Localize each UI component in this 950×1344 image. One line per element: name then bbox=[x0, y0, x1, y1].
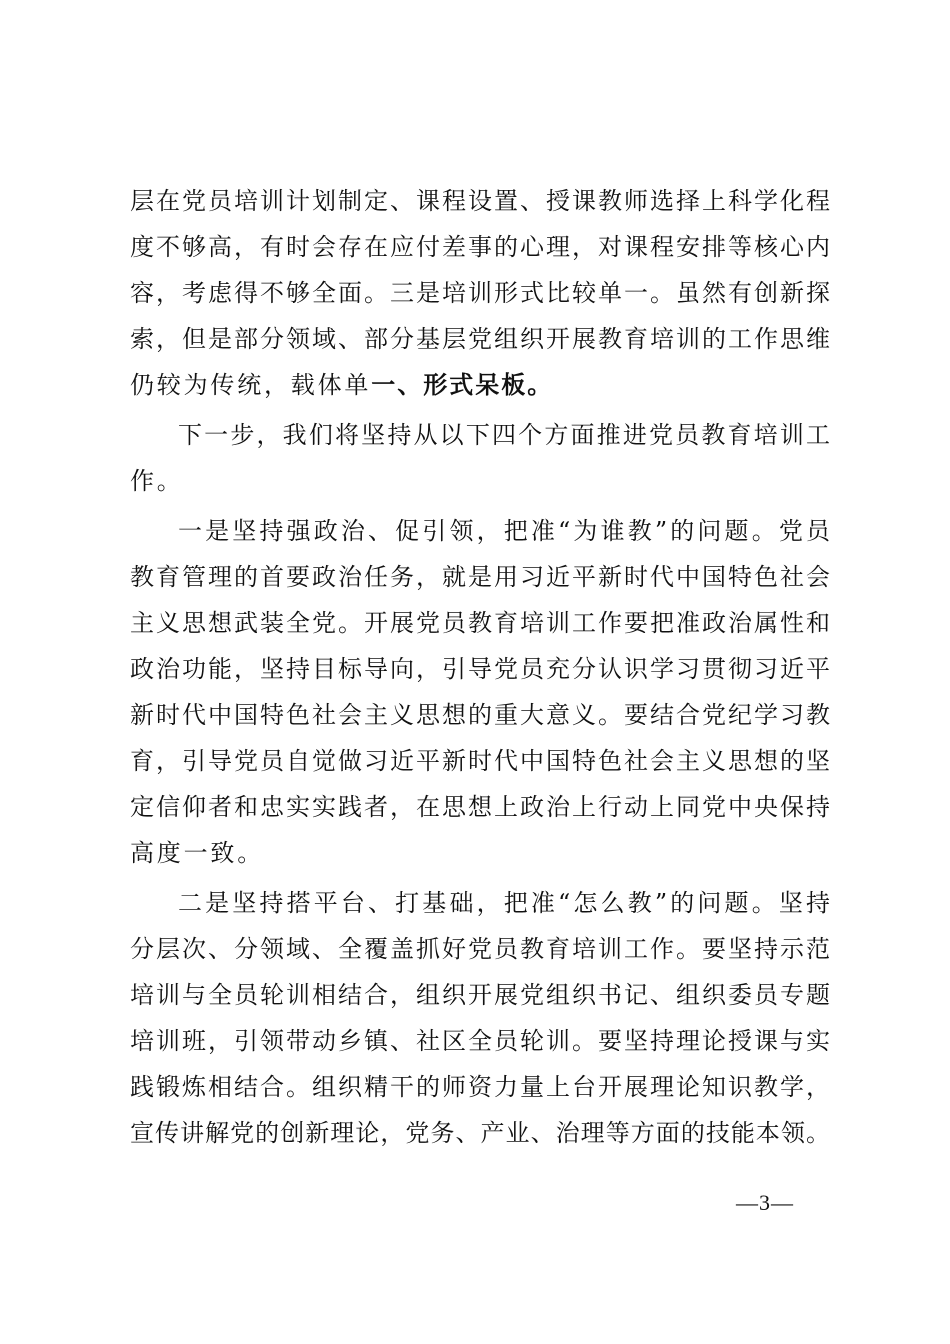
text-line: 容，考虑得不够全面。三是培训形式比较单一。虽然有创新探 bbox=[130, 279, 830, 307]
text-line: 索，但是部分领域、部分基层党组织开展教育培训的工作思维 bbox=[130, 325, 830, 353]
text-line: 主义思想武装全党。开展党员教育培训工作要把准政治属性和 bbox=[130, 609, 830, 637]
text-line: 宣传讲解党的创新理论，党务、产业、治理等方面的技能本领。 bbox=[130, 1119, 830, 1147]
text-line bbox=[130, 362, 830, 408]
bold-text-span: 一、形式呆板。 bbox=[371, 371, 554, 399]
text-line: 践锻炼相结合。组织精干的师资力量上台开展理论知识教学， bbox=[130, 1073, 830, 1101]
text-line: 分层次、分领域、全覆盖抓好党员教育培训工作。要坚持示范 bbox=[130, 935, 830, 963]
text-line: 作。 bbox=[130, 467, 184, 495]
text-line: 一是坚持强政治、促引领，把准“为谁教”的问题。党员 bbox=[178, 517, 830, 545]
text-line: 高度一致。 bbox=[130, 839, 264, 867]
text-line: 政治功能，坚持目标导向，引导党员充分认识学习贯彻习近平 bbox=[130, 655, 830, 683]
text-line: 层在党员培训计划制定、课程设置、授课教师选择上科学化程 bbox=[130, 187, 830, 215]
text-line: 定信仰者和忠实实践者，在思想上政治上行动上同党中央保持 bbox=[130, 793, 830, 821]
text-span: 仍较为传统，载体单 bbox=[130, 371, 372, 399]
text-line: 培训与全员轮训相结合，组织开展党组织书记、组织委员专题 bbox=[130, 981, 830, 1009]
text-line: 教育管理的首要政治任务，就是用习近平新时代中国特色社会 bbox=[130, 563, 830, 591]
page-number: —3— bbox=[736, 1190, 794, 1215]
body-text bbox=[130, 178, 830, 1156]
text-line: 新时代中国特色社会主义思想的重大意义。要结合党纪学习教 bbox=[130, 701, 830, 729]
text-line: 二是坚持搭平台、打基础，把准“怎么教”的问题。坚持 bbox=[178, 889, 830, 917]
text-line: 育，引导党员自觉做习近平新时代中国特色社会主义思想的坚 bbox=[130, 747, 830, 775]
text-line: 下一步，我们将坚持从以下四个方面推进党员教育培训工 bbox=[178, 421, 830, 449]
text-line: 培训班，引领带动乡镇、社区全员轮训。要坚持理论授课与实 bbox=[130, 1027, 830, 1055]
text-line: 度不够高，有时会存在应付差事的心理，对课程安排等核心内 bbox=[130, 233, 830, 261]
